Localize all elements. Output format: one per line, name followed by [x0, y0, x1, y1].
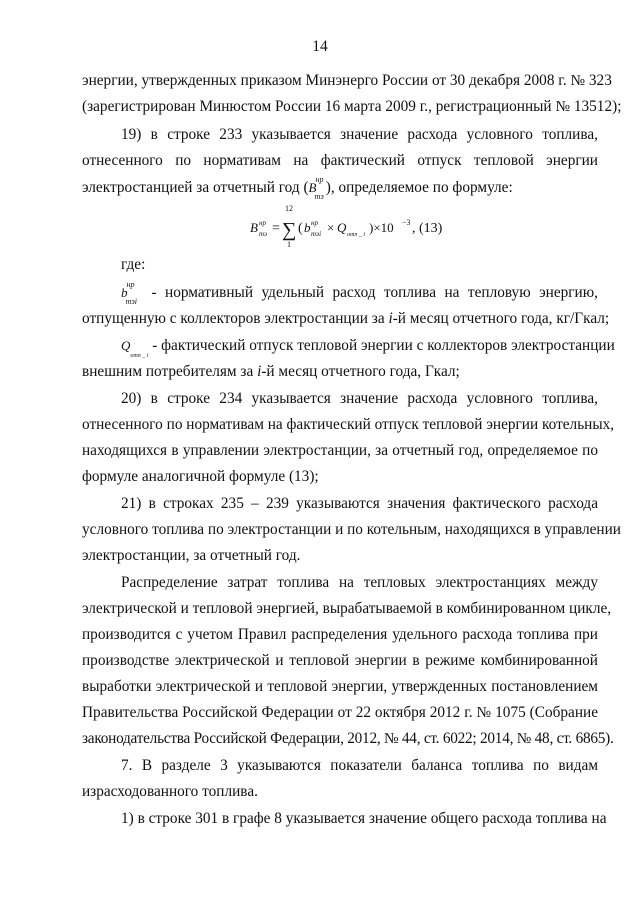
text-segment: - фактический отпуск тепловой энергии с коллекторов электростанции — [148, 337, 615, 354]
symbol-subscript: тэ — [314, 192, 324, 202]
text-segment: ), определяемое по формуле: — [325, 179, 513, 196]
text-segment: внешним потребителям за — [82, 363, 258, 380]
text-line: электростанции, за отчетный год. — [82, 547, 301, 564]
text-line — [82, 174, 598, 202]
text-segment: - нормативный удельный расход топлива на тепловую энергию, — [143, 284, 598, 301]
text-line: 21) в строках 235 – 239 указываются значения фактического расхода — [121, 495, 598, 512]
formula-times: × — [327, 220, 335, 235]
text-line: отнесенного по нормативам на фактический отпуск тепловой энергии котельных, — [82, 416, 615, 433]
text-segment-italic: i — [388, 310, 393, 327]
formula-b-sub: тэi — [311, 230, 322, 238]
text-line: 1) в строке 301 в графе 8 указывается значение общего расхода топлива на — [121, 810, 607, 827]
text-segment: отпущенную с коллекторов электростанции за — [82, 310, 389, 327]
symbol-superscript: нр — [315, 174, 324, 184]
symbol-superscript: нр — [126, 279, 135, 289]
formula-svg — [250, 200, 450, 260]
text-line: находящихся в управлении электростанции, за отчетный год, определяемое по — [82, 442, 598, 459]
text-segment: -й месяц отчетного года, кг/Гкал; — [392, 310, 610, 327]
text-segment-italic: i — [257, 363, 262, 380]
text-line — [82, 309, 610, 329]
text-segment: -й месяц отчетного года, Гкал; — [261, 363, 460, 380]
text-line: отнесенного по нормативам на фактический отпуск тепловой энергии — [82, 152, 598, 169]
text-line — [121, 279, 598, 307]
text-line: условного топлива по электростанции и по котельным, находящихся в управлении — [82, 521, 621, 538]
formula-label: , (13) — [412, 221, 443, 236]
text-line: Распределение затрат топлива на тепловых электростанциях между — [121, 574, 598, 591]
formula-13 — [250, 200, 450, 260]
formula-q-sub: отп _ i — [347, 232, 365, 238]
text-line: электрической и тепловой энергией, вырабатываемой в комбинированном цикле, — [82, 600, 612, 617]
text-segment: электростанцией за отчетный год ( — [82, 179, 309, 196]
text-line: производстве электрической и тепловой энергии в режиме комбинированной — [82, 652, 598, 669]
text-line: 7. В разделе 3 указываются показатели баланса топлива по видам — [121, 757, 598, 774]
text-line: формуле аналогичной формуле (13); — [82, 468, 319, 485]
formula-lhs: B — [250, 220, 258, 235]
symbol-letter: B — [308, 180, 317, 195]
text-line: 19) в строке 233 указывается значение расхода условного топлива, — [121, 126, 598, 143]
text-line: где: — [121, 256, 146, 273]
text-line: производится с учетом Правил распределения удельного расхода топлива при — [82, 626, 598, 643]
text-line — [121, 336, 615, 360]
symbol-b — [121, 279, 147, 307]
symbol-subscript: отп _ i — [130, 353, 149, 360]
formula-lhs-sub: тэ — [259, 230, 268, 238]
symbol-subscript: тэi — [125, 297, 137, 307]
formula-symbol-B — [308, 174, 334, 202]
text-line: Правительства Российской Федерации от 22 октября 2012 г. № 1075 (Собрание — [82, 704, 598, 721]
formula-b: b — [304, 220, 311, 235]
symbol-q — [121, 336, 149, 360]
formula-close: )×10 — [369, 220, 394, 235]
formula-b-sup: нр — [311, 219, 318, 227]
formula-sum-top: 12 — [285, 204, 293, 213]
formula-lhs-sup: нр — [259, 219, 266, 227]
text-line — [82, 362, 598, 382]
text-line: выработки электрической и тепловой энергии, утвержденных постановлением — [82, 678, 598, 695]
formula-exp: −3 — [402, 218, 411, 227]
text-line: законодательства Российской Федерации, 2012, № 44, ст. 6022; 2014, № 48, ст. 6865). — [82, 730, 614, 747]
page-number: 14 — [312, 38, 328, 55]
formula-equals: = — [272, 221, 280, 236]
symbol-letter: Q — [121, 338, 131, 353]
sum-sign-icon: ∑ — [282, 219, 297, 241]
text-line: энергии, утвержденных приказом Минэнерго России от 30 декабря 2008 г. № 323 — [82, 72, 612, 89]
formula-sum-bottom: 1 — [287, 240, 291, 249]
formula-q: Q — [337, 220, 347, 235]
text-line: израсходованного топлива. — [82, 783, 258, 800]
formula-open-paren: ( — [298, 221, 303, 236]
text-line: (зарегистрирован Минюстом России 16 марта 2009 г., регистрационный № 13512); — [82, 98, 622, 115]
text-line: 20) в строке 234 указывается значение расхода условного топлива, — [121, 390, 598, 407]
symbol-letter: b — [121, 285, 128, 300]
